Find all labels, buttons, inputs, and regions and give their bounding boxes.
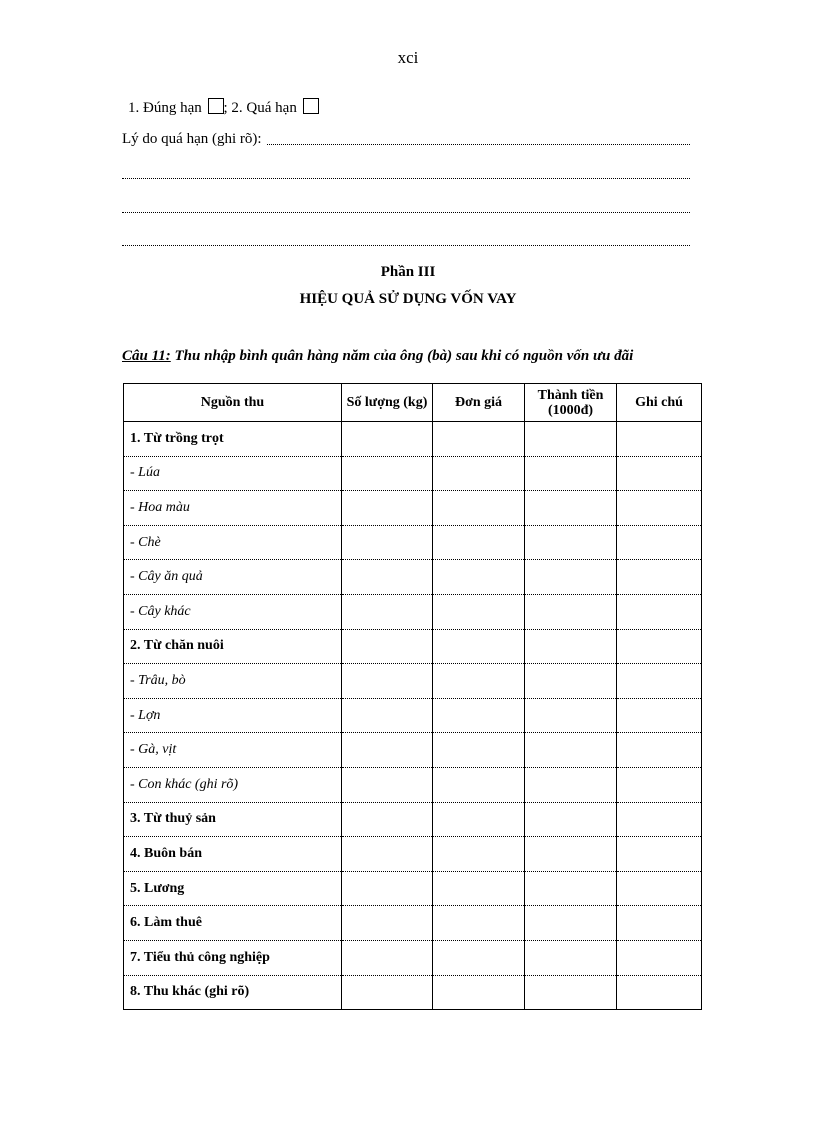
unit-price-cell[interactable] [433,491,525,526]
quantity-cell[interactable] [342,698,433,733]
table-row [124,802,702,837]
quantity-cell[interactable] [342,975,433,1010]
note-cell[interactable] [617,629,702,664]
table-row [124,975,702,1010]
income-source-label: - Chè [124,525,342,560]
header-quantity: Số lượng (kg) [342,384,433,422]
amount-cell[interactable] [525,560,617,595]
unit-price-cell[interactable] [433,940,525,975]
amount-cell[interactable] [525,733,617,768]
overdue-reason-label: Lý do quá hạn (ghi rõ): [122,131,266,147]
quantity-cell[interactable] [342,422,433,457]
header-amount: Thành tiền (1000đ) [525,384,617,422]
quantity-cell[interactable] [342,491,433,526]
amount-cell[interactable] [525,456,617,491]
quantity-cell[interactable] [342,871,433,906]
amount-cell[interactable] [525,906,617,941]
income-source-label: 1. Từ trồng trọt [124,422,342,457]
income-source-label: - Cây ăn quả [124,560,342,595]
income-source-label: - Lợn [124,698,342,733]
quantity-cell[interactable] [342,767,433,802]
amount-cell[interactable] [525,491,617,526]
table-row [124,871,702,906]
amount-cell[interactable] [525,698,617,733]
amount-cell[interactable] [525,594,617,629]
note-cell[interactable] [617,906,702,941]
quantity-cell[interactable] [342,802,433,837]
income-source-label: - Lúa [124,456,342,491]
amount-cell[interactable] [525,975,617,1010]
status-separator: ; [223,100,228,116]
quantity-cell[interactable] [342,664,433,699]
amount-cell[interactable] [525,422,617,457]
note-cell[interactable] [617,594,702,629]
income-source-label: 2. Từ chăn nuôi [124,629,342,664]
table-row [124,629,702,664]
note-cell[interactable] [617,456,702,491]
unit-price-cell[interactable] [433,698,525,733]
unit-price-cell[interactable] [433,629,525,664]
table-header-row [124,384,702,422]
overdue-reason-line-4[interactable] [122,232,690,250]
question-text: Thu nhập bình quân hàng năm của ông (bà) sau khi có nguồn vốn ưu đãi [174,348,634,364]
note-cell[interactable] [617,871,702,906]
quantity-cell[interactable] [342,456,433,491]
unit-price-cell[interactable] [433,560,525,595]
on-time-label: 1. Đúng hạn [128,100,202,116]
table-row [124,837,702,872]
overdue-reason-line-2[interactable] [122,165,690,183]
note-cell[interactable] [617,422,702,457]
note-cell[interactable] [617,664,702,699]
income-source-label: 6. Làm thuê [124,906,342,941]
quantity-cell[interactable] [342,594,433,629]
quantity-cell[interactable] [342,733,433,768]
header-unit-price: Đơn giá [433,384,525,422]
table-row [124,698,702,733]
unit-price-cell[interactable] [433,422,525,457]
table-row [124,767,702,802]
amount-cell[interactable] [525,629,617,664]
income-source-label: 3. Từ thuỷ sản [124,802,342,837]
income-table [123,383,702,1010]
unit-price-cell[interactable] [433,837,525,872]
table-row [124,422,702,457]
part-title: HIỆU QUẢ SỬ DỤNG VỐN VAY [299,291,517,307]
overdue-reason-line-3[interactable] [122,199,690,217]
header-note: Ghi chú [617,384,702,422]
page-number: xci [397,48,419,67]
part-number: Phần III [380,264,436,280]
amount-cell[interactable] [525,664,617,699]
amount-cell[interactable] [525,871,617,906]
quantity-cell[interactable] [342,906,433,941]
overdue-checkbox[interactable] [303,98,319,114]
amount-cell[interactable] [525,802,617,837]
income-source-label: 8. Thu khác (ghi rõ) [124,975,342,1010]
overdue-label: 2. Quá hạn [231,100,297,116]
income-source-label: 7. Tiểu thủ công nghiệp [124,940,342,975]
unit-price-cell[interactable] [433,802,525,837]
table-row [124,525,702,560]
note-cell[interactable] [617,975,702,1010]
table-row [124,906,702,941]
on-time-checkbox[interactable] [208,98,224,114]
amount-cell[interactable] [525,940,617,975]
question-11 [122,348,633,365]
table-row [124,733,702,768]
table-row [124,664,702,699]
note-cell[interactable] [617,940,702,975]
repayment-status [128,98,319,117]
amount-cell[interactable] [525,525,617,560]
note-cell[interactable] [617,525,702,560]
note-cell[interactable] [617,560,702,595]
unit-price-cell[interactable] [433,871,525,906]
table-row [124,491,702,526]
unit-price-cell[interactable] [433,594,525,629]
table-row [124,940,702,975]
table-row [124,560,702,595]
note-cell[interactable] [617,767,702,802]
unit-price-cell[interactable] [433,733,525,768]
unit-price-cell[interactable] [433,975,525,1010]
header-source: Nguồn thu [124,384,342,422]
note-cell[interactable] [617,837,702,872]
question-label: Câu 11: [122,348,171,364]
income-source-label: 4. Buôn bán [124,837,342,872]
income-source-label: - Con khác (ghi rõ) [124,767,342,802]
quantity-cell[interactable] [342,629,433,664]
quantity-cell[interactable] [342,525,433,560]
unit-price-cell[interactable] [433,664,525,699]
table-row [124,456,702,491]
note-cell[interactable] [617,733,702,768]
note-cell[interactable] [617,698,702,733]
unit-price-cell[interactable] [433,767,525,802]
unit-price-cell[interactable] [433,456,525,491]
note-cell[interactable] [617,491,702,526]
income-source-label: - Cây khác [124,594,342,629]
income-source-label: - Gà, vịt [124,733,342,768]
quantity-cell[interactable] [342,940,433,975]
overdue-reason-line[interactable] [122,131,690,149]
income-source-label: - Hoa màu [124,491,342,526]
quantity-cell[interactable] [342,837,433,872]
unit-price-cell[interactable] [433,906,525,941]
note-cell[interactable] [617,802,702,837]
unit-price-cell[interactable] [433,525,525,560]
table-row [124,594,702,629]
income-source-label: 5. Lương [124,871,342,906]
quantity-cell[interactable] [342,560,433,595]
income-source-label: - Trâu, bò [124,664,342,699]
amount-cell[interactable] [525,837,617,872]
amount-cell[interactable] [525,767,617,802]
